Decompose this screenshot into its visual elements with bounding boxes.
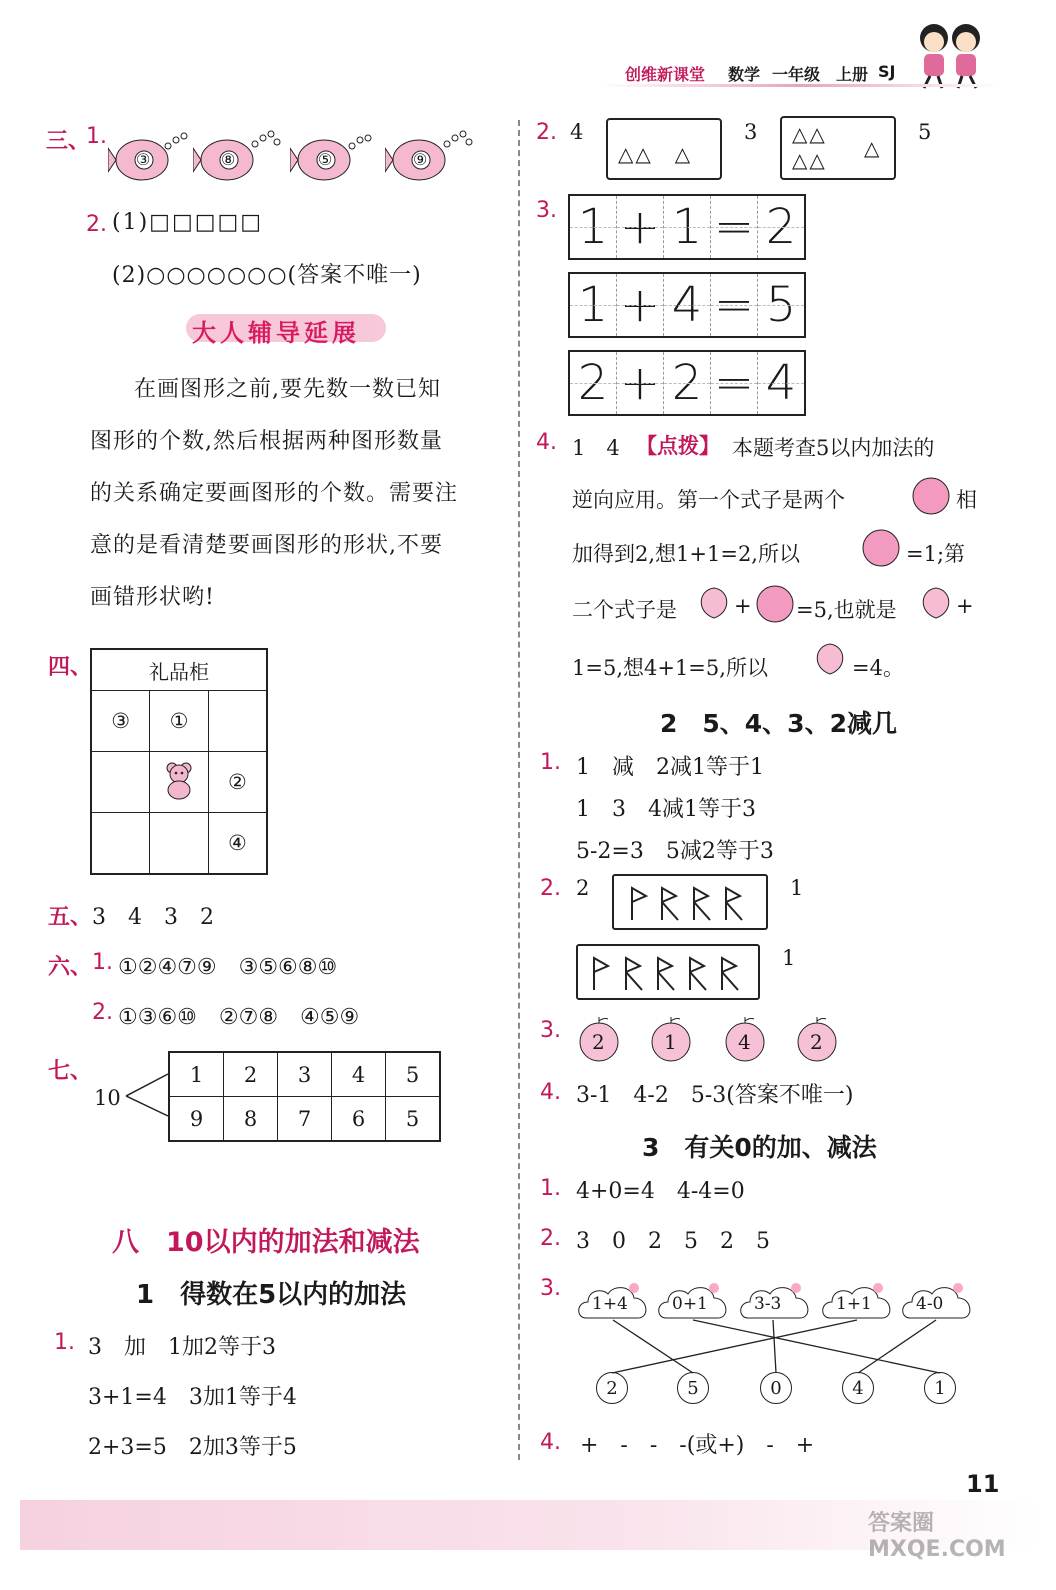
section-4-label: 四、 xyxy=(48,655,93,680)
grid-cell: 2 xyxy=(758,196,804,258)
s6-q2-answer: ①③⑥⑩ ②⑦⑧ ④⑤⑨ xyxy=(118,1005,360,1030)
tip-title-banner xyxy=(186,310,386,346)
watermark: 答案圈 MXQE.COM xyxy=(868,1511,1006,1562)
l3-q2-answer: 3 0 2 5 2 5 xyxy=(576,1229,770,1254)
decompose-root: 10 xyxy=(94,1086,121,1110)
cloud-text: 4-0 xyxy=(916,1294,944,1314)
l2-q1-line: 1 3 4减1等于3 xyxy=(576,797,756,822)
header-volume: 上册 xyxy=(836,65,869,84)
hint-text: =4。 xyxy=(852,656,904,680)
section-5-label: 五、 xyxy=(48,905,93,930)
hint-text: 二个式子是 xyxy=(572,598,677,622)
s6-q1-label: 1. xyxy=(92,950,113,975)
grid-cell: 1 xyxy=(664,196,711,258)
l2-q2-value: 2 xyxy=(576,876,590,900)
r-q4-answer: 1 4 xyxy=(572,436,620,460)
cloud-text: 1+1 xyxy=(836,1294,872,1314)
peach-icon xyxy=(692,580,736,624)
decompose-cell: 5 xyxy=(386,1097,441,1142)
column-divider xyxy=(518,120,520,1460)
cloud-expression xyxy=(576,1278,652,1324)
cabinet-cell xyxy=(91,752,150,813)
l2-q4-answer: 3-1 4-2 5-3(答案不唯一) xyxy=(576,1083,854,1108)
cabinet-cell: ③ xyxy=(91,691,150,752)
cloud-expression xyxy=(900,1278,976,1324)
decompose-cell: 8 xyxy=(224,1097,278,1142)
fish-number: ⑨ xyxy=(413,150,428,169)
header-edition: SJ xyxy=(878,62,896,81)
header-grade: 一年级 xyxy=(772,65,821,84)
peach-icon xyxy=(808,636,852,680)
decompose-cell: 6 xyxy=(332,1097,386,1142)
cloud-expression xyxy=(656,1278,732,1324)
lesson1-q1-line: 2+3=5 2加3等于5 xyxy=(88,1435,297,1460)
decompose-cell: 3 xyxy=(278,1052,332,1097)
fish-image xyxy=(193,128,283,188)
fish-number: ⑤ xyxy=(318,150,333,169)
r-q2-value: 5 xyxy=(918,120,932,144)
peach-icon xyxy=(914,580,958,624)
hint-text: + xyxy=(956,594,974,618)
fish-image xyxy=(108,128,198,188)
apple-number: 1 xyxy=(664,1030,677,1054)
l2-q2-value: 1 xyxy=(782,946,796,970)
r-q4-label: 4. xyxy=(536,430,557,455)
section-7-label: 七、 xyxy=(48,1059,93,1084)
triangles: △△ xyxy=(792,148,827,172)
cabinet-cell: ④ xyxy=(208,813,267,875)
grid-cell: + xyxy=(617,196,664,258)
triangles: △△ △ xyxy=(618,142,693,166)
tip-title: 大人辅导延展 xyxy=(192,319,360,347)
l3-q4-label: 4. xyxy=(540,1430,561,1455)
s3-q2-2-answer: (2)○○○○○○○(答案不唯一) xyxy=(112,263,422,288)
s3-q1-label: 1. xyxy=(86,124,107,149)
fish-number: ⑧ xyxy=(221,150,236,169)
page-number: 11 xyxy=(966,1470,1000,1498)
hint-text: 1=5,想4+1=5,所以 xyxy=(572,656,768,680)
cabinet-cell xyxy=(208,691,267,752)
s3-q2-1-answer: (1)□□□□□ xyxy=(112,210,264,235)
apple-answer xyxy=(648,1014,694,1058)
apple-answer xyxy=(722,1014,768,1058)
s5-answer: 3 4 3 2 xyxy=(92,905,214,930)
fish-icon xyxy=(108,128,198,188)
tip-line: 的关系确定要画图形的个数。需要注 xyxy=(90,481,459,506)
kids-mascot-icon xyxy=(910,18,990,90)
apple-number: 2 xyxy=(810,1030,823,1054)
fish-icon xyxy=(385,128,475,188)
l3-q1-label: 1. xyxy=(540,1176,561,1201)
l3-q4-answer: + - - -(或+) - + xyxy=(580,1433,815,1458)
hint-text: 加得到2,想1+1=2,所以 xyxy=(572,542,800,566)
grid-cell: 2 xyxy=(570,352,617,414)
l3-q2-label: 2. xyxy=(540,1226,561,1251)
page-header xyxy=(0,0,1056,100)
answer-circle: 0 xyxy=(760,1372,792,1404)
l2-q2-label: 2. xyxy=(540,876,561,901)
l2-q3-label: 3. xyxy=(540,1018,561,1043)
apple-icon xyxy=(858,524,904,568)
hint-tag: 【点拨】 xyxy=(636,434,720,458)
r-q3-label: 3. xyxy=(536,198,557,223)
cloud-text: 3-3 xyxy=(754,1294,782,1314)
cloud-text: 1+4 xyxy=(592,1294,628,1314)
grid-cell: 5 xyxy=(758,274,804,336)
lesson1-q1-label: 1. xyxy=(54,1330,75,1355)
lesson1-q1-line: 3 加 1加2等于3 xyxy=(88,1335,276,1360)
cloud-expression xyxy=(820,1278,896,1324)
tip-line: 画错形状哟! xyxy=(90,585,215,610)
lesson-2-title: 2 5、4、3、2减几 xyxy=(660,709,897,738)
l3-q1-answer: 4+0=4 4-4=0 xyxy=(576,1179,745,1204)
branch-lines-icon xyxy=(124,1070,170,1120)
hint-text: =5,也就是 xyxy=(796,598,897,622)
triangle-box-2 xyxy=(780,116,896,180)
writing-grid-row xyxy=(568,350,806,416)
section-6-label: 六、 xyxy=(48,955,93,980)
l3-q3-label: 3. xyxy=(540,1276,561,1301)
grid-cell: + xyxy=(617,352,664,414)
hint-text: =1;第 xyxy=(906,542,966,566)
decompose-cell: 9 xyxy=(169,1097,224,1142)
writing-grid-row xyxy=(568,194,806,260)
teddy-bear-icon xyxy=(162,760,196,800)
grid-cell: 4 xyxy=(758,352,804,414)
grid-cell: 2 xyxy=(664,352,711,414)
l2-q2-value: 1 xyxy=(790,876,804,900)
lesson-3-title: 3 有关0的加、减法 xyxy=(642,1133,877,1162)
l2-q1-line: 1 减 2减1等于1 xyxy=(576,755,764,780)
grid-cell: 1 xyxy=(570,274,617,336)
hint-text: 相 xyxy=(956,488,977,512)
l2-q1-line: 5-2=3 5减2等于3 xyxy=(576,839,774,864)
gift-cabinet-table xyxy=(90,648,268,875)
s6-q2-label: 2. xyxy=(92,1000,113,1025)
triangles: △△ xyxy=(792,122,827,146)
tip-line: 图形的个数,然后根据两种图形数量 xyxy=(90,429,443,454)
apple-number: 4 xyxy=(738,1030,751,1054)
decompose-cell: 5 xyxy=(386,1052,441,1097)
r-q2-value: 4 xyxy=(570,120,584,144)
grid-cell: 1 xyxy=(570,196,617,258)
lesson-1-title: 1 得数在5以内的加法 xyxy=(136,1280,407,1310)
apple-icon xyxy=(908,472,954,516)
cabinet-cell xyxy=(150,813,209,875)
header-subject: 数学 xyxy=(728,65,761,84)
grid-cell: = xyxy=(711,196,758,258)
writing-grid-row xyxy=(568,272,806,338)
grid-cell: = xyxy=(711,352,758,414)
s3-q2-label: 2. xyxy=(86,212,107,237)
flags-icon xyxy=(614,876,766,928)
s6-q1-answer: ①②④⑦⑨ ③⑤⑥⑧⑩ xyxy=(118,955,338,980)
apple-number: 2 xyxy=(592,1030,605,1054)
triangle-box-1 xyxy=(606,118,722,180)
cabinet-cell: ② xyxy=(208,752,267,813)
tip-line: 意的是看清楚要画图形的形状,不要 xyxy=(90,533,443,558)
apple-answer xyxy=(576,1014,622,1058)
decompose-cell: 2 xyxy=(224,1052,278,1097)
apple-icon xyxy=(752,580,798,624)
cabinet-cell xyxy=(91,813,150,875)
triangles: △ xyxy=(864,136,882,160)
grid-cell: = xyxy=(711,274,758,336)
flags-box-2 xyxy=(576,944,760,1000)
gift-cabinet-title: 礼品柜 xyxy=(91,649,267,691)
tip-line: 在画图形之前,要先数一数已知 xyxy=(134,377,441,402)
grid-cell: + xyxy=(617,274,664,336)
decompose-cell: 4 xyxy=(332,1052,386,1097)
answer-circle: 4 xyxy=(842,1372,874,1404)
hint-text: 逆向应用。第一个式子是两个 xyxy=(572,488,845,512)
decompose-cell: 1 xyxy=(169,1052,224,1097)
lesson1-q1-line: 3+1=4 3加1等于4 xyxy=(88,1385,297,1410)
l2-q1-label: 1. xyxy=(540,750,561,775)
hint-text: + xyxy=(734,594,752,618)
decompose-cell: 7 xyxy=(278,1097,332,1142)
grid-cell: 4 xyxy=(664,274,711,336)
fish-icon xyxy=(290,128,380,188)
section-3-label: 三、 xyxy=(46,129,91,154)
answer-circle: 2 xyxy=(596,1372,628,1404)
hint-text: 本题考查5以内加法的 xyxy=(732,436,935,460)
flags-icon xyxy=(578,946,758,998)
answer-circle: 1 xyxy=(924,1372,956,1404)
fish-image xyxy=(290,128,380,188)
tip-paragraph xyxy=(90,364,490,624)
l2-q4-label: 4. xyxy=(540,1080,561,1105)
fish-image xyxy=(385,128,475,188)
apple-answer xyxy=(794,1014,840,1058)
cloud-expression xyxy=(738,1278,814,1324)
cloud-text: 0+1 xyxy=(672,1294,708,1314)
decompose-table xyxy=(168,1051,441,1142)
cabinet-cell-bear xyxy=(150,752,209,813)
brand-name: 创维新课堂 xyxy=(625,65,706,84)
fish-icon xyxy=(193,128,283,188)
unit-8-title: 八 10以内的加法和减法 xyxy=(112,1227,420,1258)
flags-box-1 xyxy=(612,874,768,930)
answer-circle: 5 xyxy=(677,1372,709,1404)
cabinet-cell: ① xyxy=(150,691,209,752)
r-q2-label: 2. xyxy=(536,120,557,145)
fish-number: ③ xyxy=(136,150,151,169)
r-q2-value: 3 xyxy=(744,120,758,144)
